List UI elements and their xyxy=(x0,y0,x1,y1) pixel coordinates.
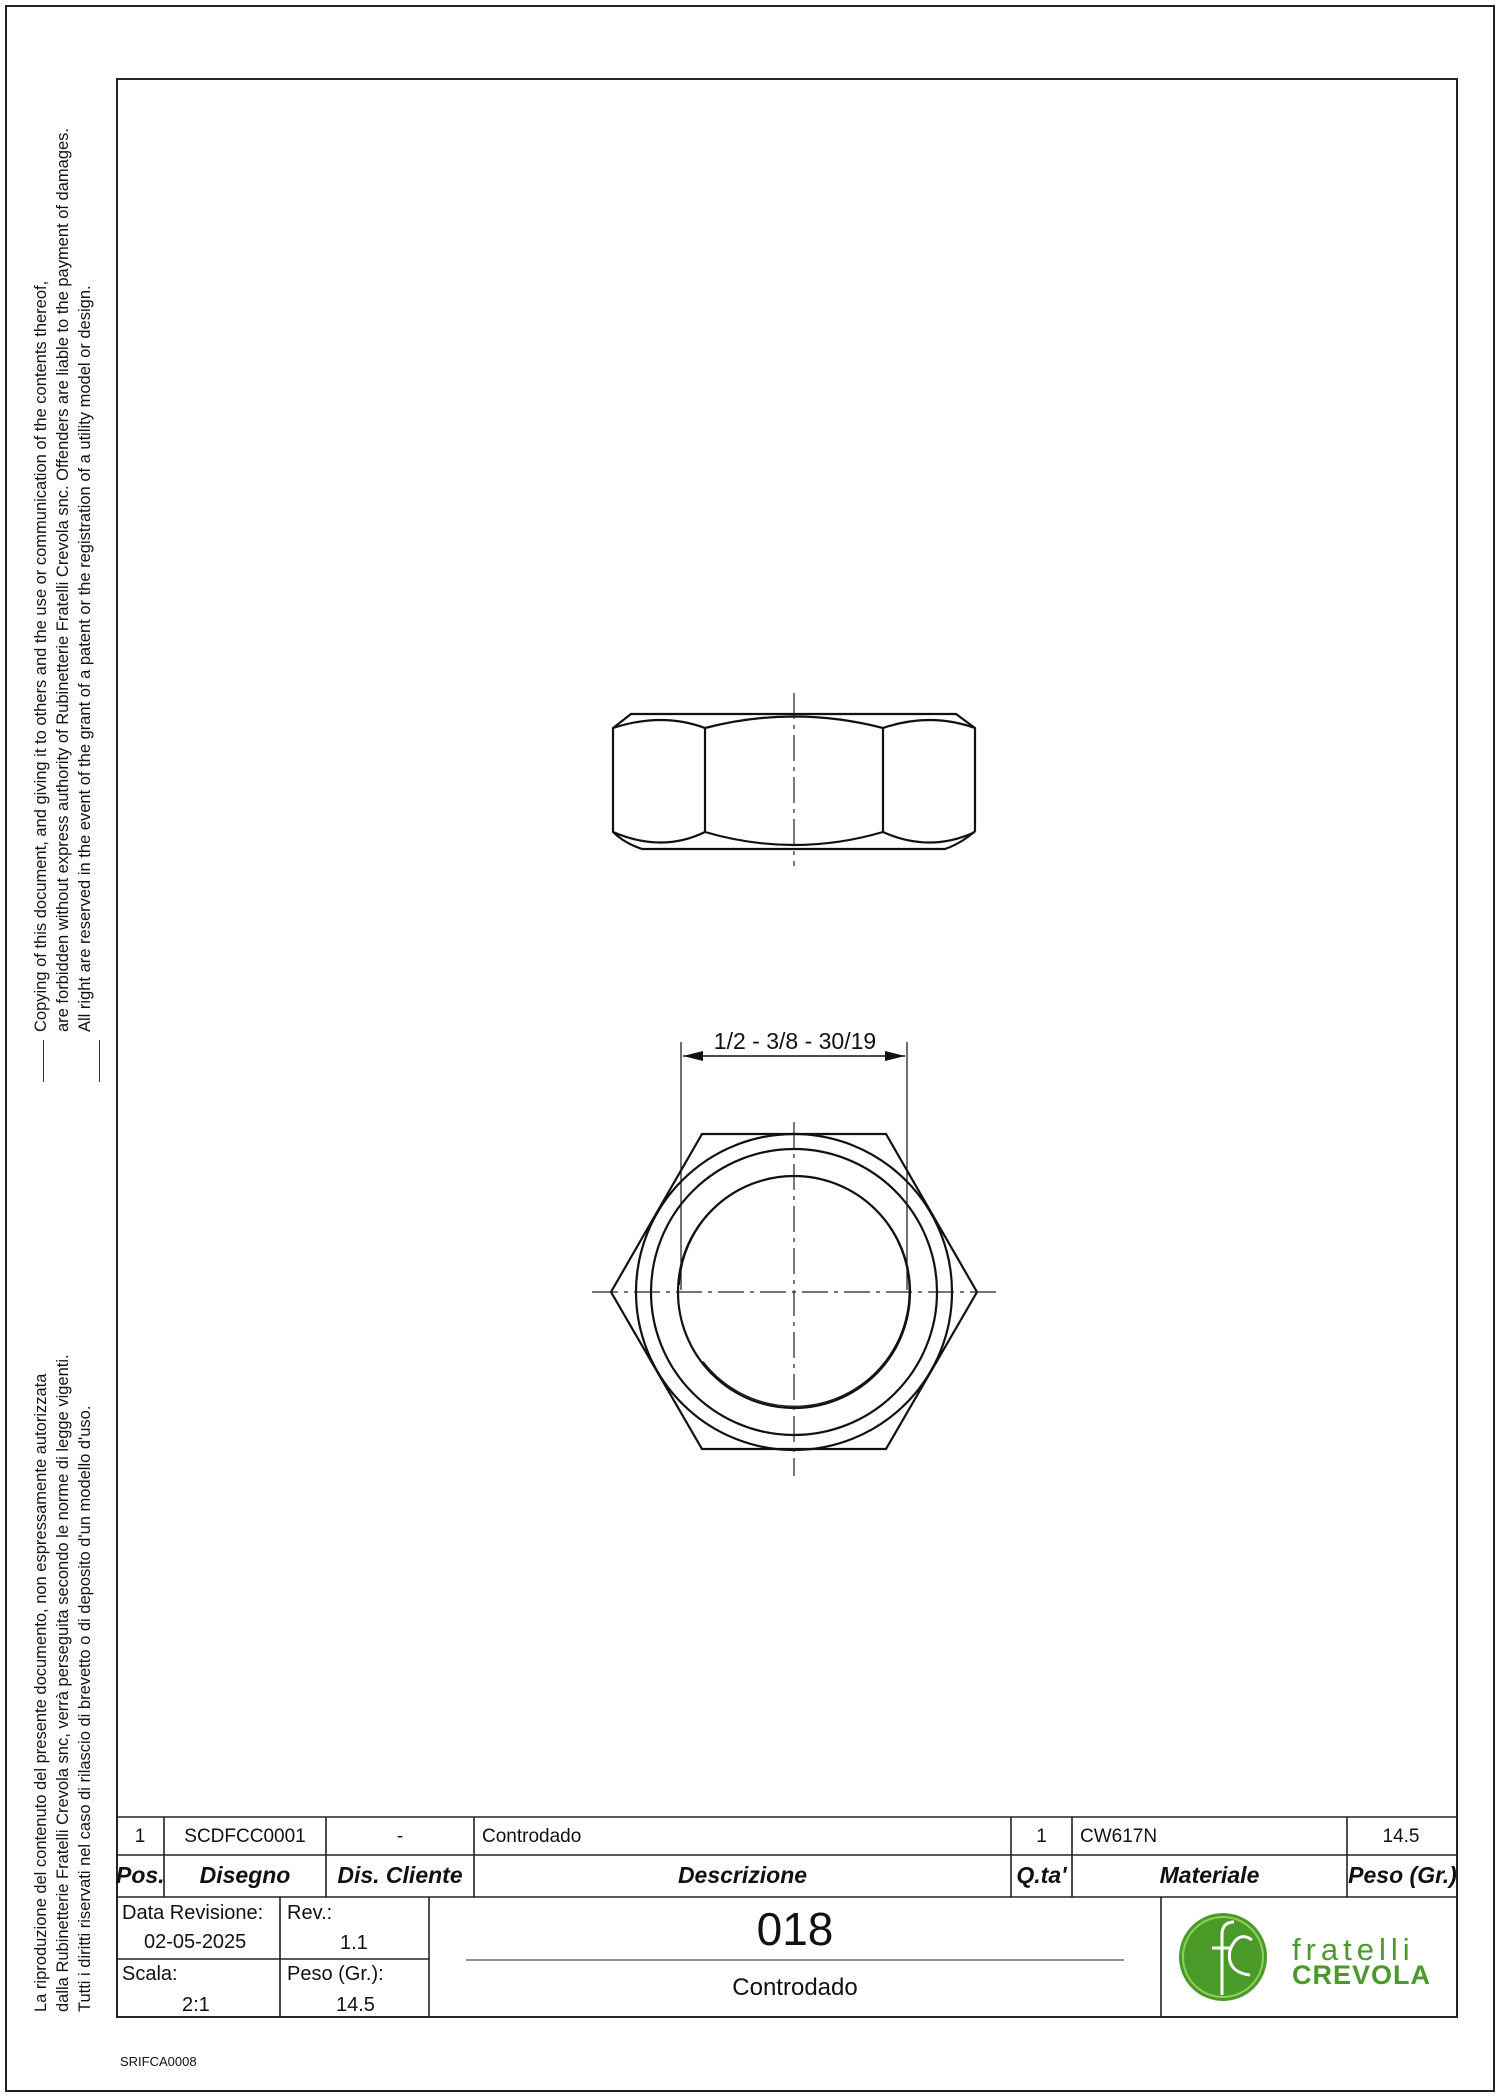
parts-qta-value: 1 xyxy=(1036,1826,1047,1847)
parts-disegno-value: SCDFCC0001 xyxy=(184,1826,306,1847)
rev-label: Rev.: xyxy=(287,1902,333,1924)
parts-header-descrizione: Descrizione xyxy=(677,1862,808,1888)
parts-header-disegno: Disegno xyxy=(199,1862,291,1888)
drawing-name: Controdado xyxy=(732,1974,858,2001)
parts-header-peso: Peso (Gr.) xyxy=(1348,1862,1457,1888)
nut-side-arc-bot-left xyxy=(613,832,705,843)
nut-side-arc-top-left xyxy=(613,720,705,728)
data-revisione-value: 02-05-2025 xyxy=(144,1931,247,1953)
peso-value: 14.5 xyxy=(336,1994,375,2016)
legal-en-line-1: Copying of this document, and giving it to others and the use or communication of the contents thereof, xyxy=(32,280,50,1032)
parts-header-qta: Q.ta' xyxy=(1016,1862,1067,1888)
drawing-code: 018 xyxy=(756,1903,834,1955)
parts-dis-cliente-value: - xyxy=(396,1826,404,1847)
peso-label: Peso (Gr.): xyxy=(287,1963,384,1985)
footer-code: SRIFCA0008 xyxy=(120,2054,197,2069)
company-logo xyxy=(1179,1913,1267,2001)
parts-materiale-value: CW617N xyxy=(1080,1826,1158,1847)
parts-header-pos: Pos. xyxy=(116,1862,165,1888)
scala-value: 2:1 xyxy=(182,1994,210,2016)
parts-pos-value: 1 xyxy=(134,1826,146,1847)
legal-it-line-1: La riproduzione del contenuto del presente documento, non espressamente autorizzata xyxy=(32,1373,50,2012)
parts-descrizione-value: Controdado xyxy=(482,1826,582,1847)
scala-label: Scala: xyxy=(122,1963,178,1985)
data-revisione-label: Data Revisione: xyxy=(122,1902,264,1924)
legal-it-line-3: Tutti i diritti riservati nel caso di rilascio di brevetto o di deposito d'un modello d'uso. xyxy=(76,1405,94,2012)
parts-header-dis-cliente: Dis. Cliente xyxy=(337,1862,463,1888)
logo-text-fratelli: fratelli xyxy=(1292,1932,1415,1967)
dimension-label: 1/2 - 3/8 - 30/19 xyxy=(713,1028,877,1054)
logo-text-crevola: CREVOLA xyxy=(1292,1960,1432,1990)
legal-en-line-2: are forbidden without express authority of Rubinetterie Fratelli Crevola snc. Offenders are liable to the payment of damages. xyxy=(54,127,72,1032)
parts-peso-value: 14.5 xyxy=(1382,1826,1420,1847)
legal-en-line-3: All right are reserved in the event of the grant of a patent or the registration of a utility model or design. xyxy=(76,285,94,1032)
parts-header-materiale: Materiale xyxy=(1159,1862,1260,1888)
nut-side-arc-top-right xyxy=(883,720,975,728)
rev-value: 1.1 xyxy=(340,1932,368,1954)
legal-it-line-2: dalla Rubinetterie Fratelli Crevola snc, verrà perseguita secondo le norme di legge vigenti. xyxy=(54,1354,72,2012)
